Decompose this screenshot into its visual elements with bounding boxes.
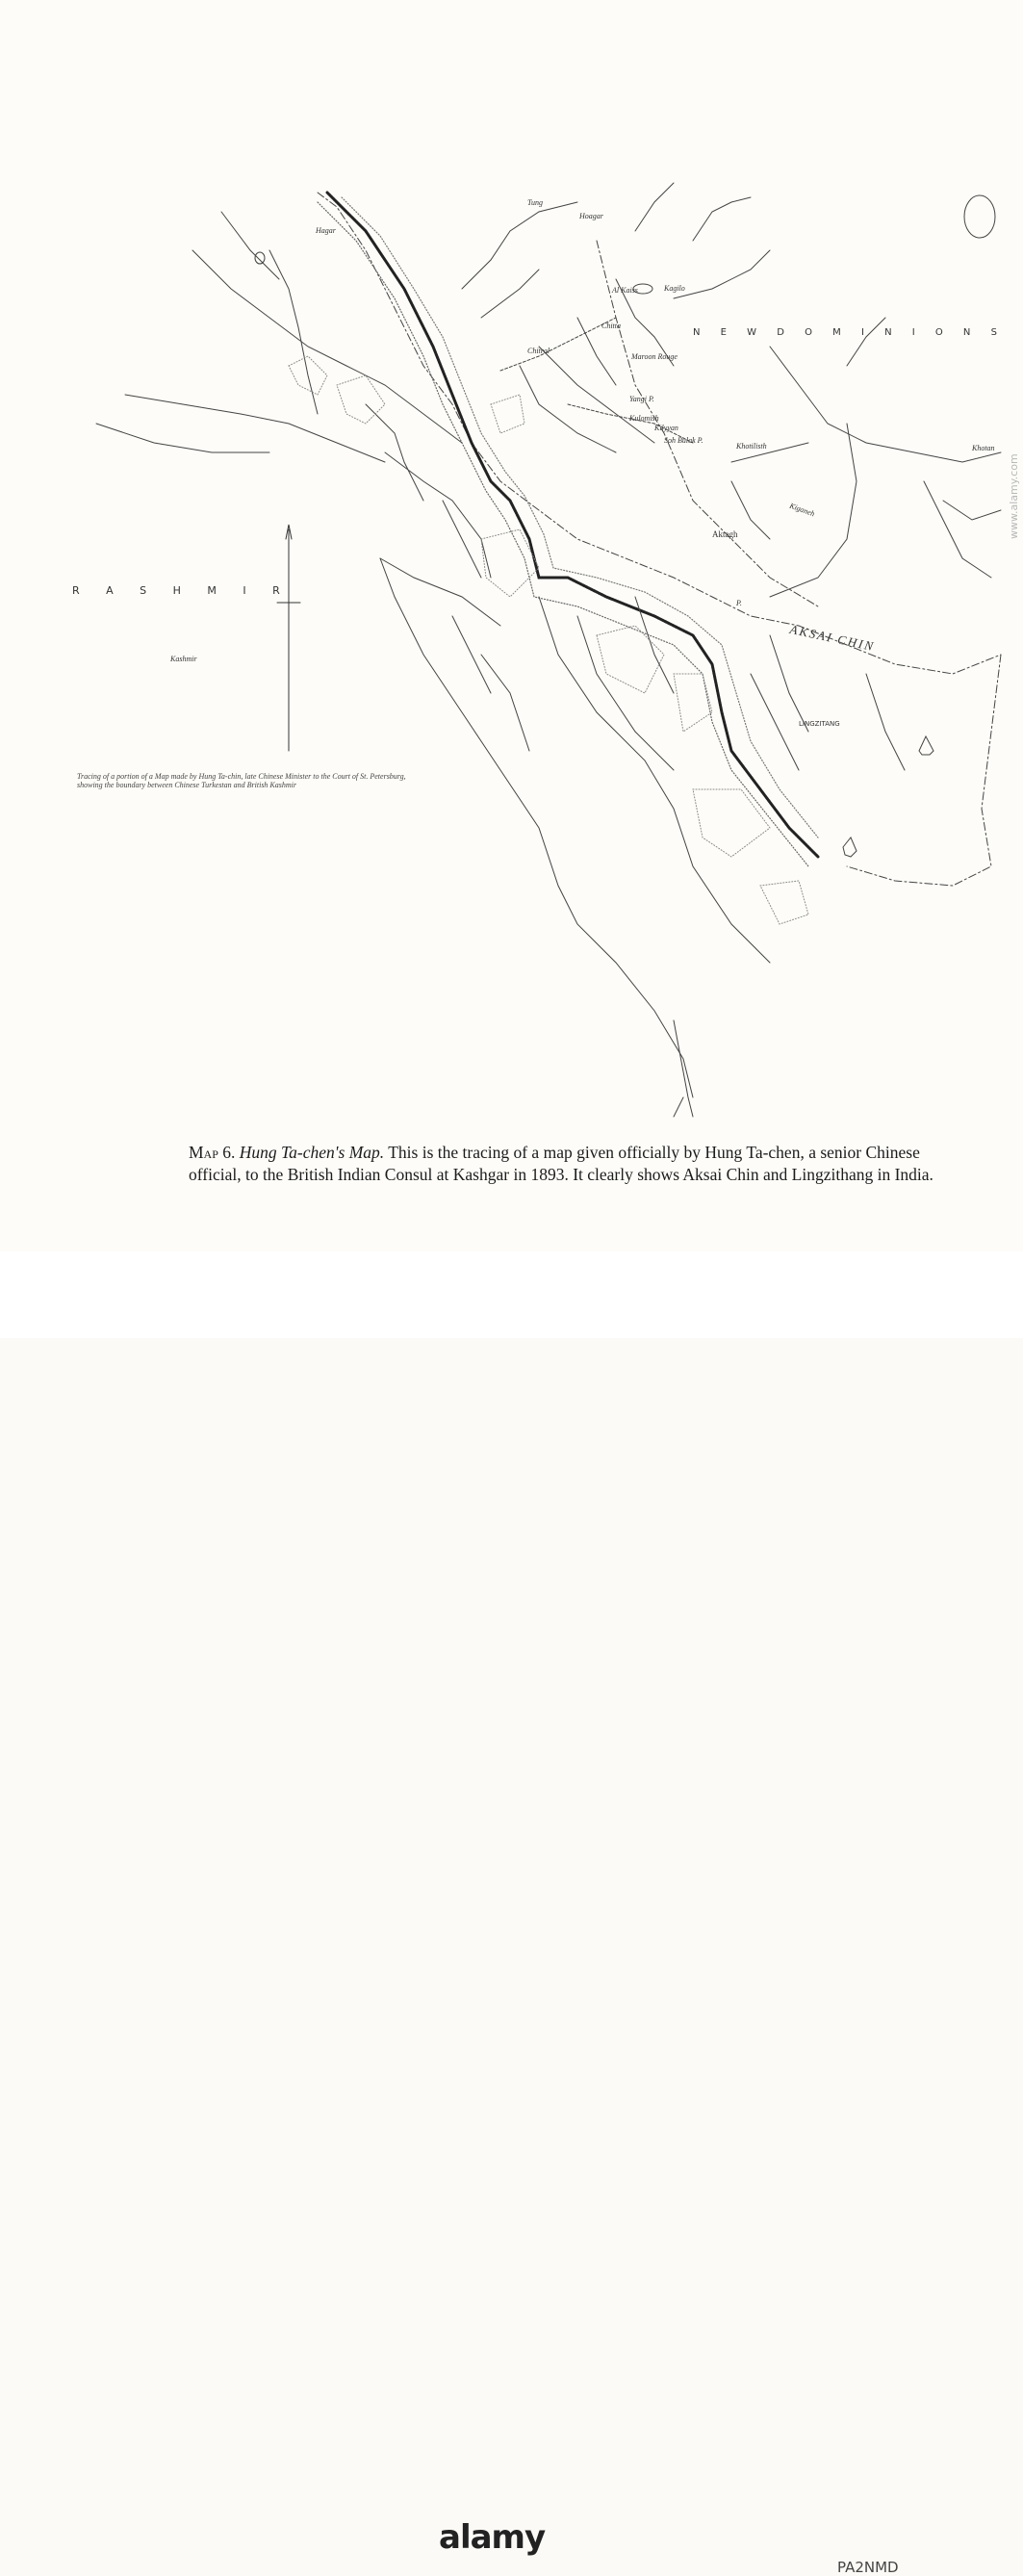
river bbox=[770, 635, 808, 732]
region-label-kashmir: R A S H M I R bbox=[72, 584, 292, 597]
river bbox=[751, 674, 799, 770]
river bbox=[914, 452, 1001, 462]
place-label: Kashmir bbox=[170, 655, 197, 663]
river bbox=[481, 655, 529, 751]
watermark-footer bbox=[0, 1251, 1023, 2576]
place-label: Khotan bbox=[972, 444, 995, 452]
river bbox=[385, 452, 491, 578]
river bbox=[269, 250, 318, 414]
mountain-ridge bbox=[327, 193, 818, 857]
vertical-credit: www.alamy.com bbox=[1008, 453, 1020, 539]
place-label: Maroon Rouge bbox=[631, 352, 678, 361]
river bbox=[924, 481, 991, 578]
lake bbox=[255, 252, 265, 264]
book-page bbox=[0, 0, 1023, 1251]
place-label: Tung bbox=[527, 198, 544, 207]
boundary-line bbox=[318, 193, 1001, 674]
image-id: PA2NMD bbox=[837, 2559, 899, 2576]
terrain bbox=[760, 881, 808, 924]
lake bbox=[919, 736, 933, 755]
place-label: Chitta bbox=[601, 322, 622, 330]
brand-logo: alamy bbox=[439, 2518, 546, 2557]
river bbox=[380, 558, 693, 1097]
caption-body: This is the tracing of a map given officially by Hung Ta-chen, a senior Chinese official, to the British Indian Consul at Kashgar in 1893. It clearly shows Aksai Chin and Lingzithang in India. bbox=[189, 1143, 933, 1184]
place-label: Hagar bbox=[316, 226, 336, 235]
place-label: Khotilisth bbox=[736, 442, 767, 451]
caption-title: Hung Ta-chen's Map. bbox=[239, 1143, 385, 1162]
place-label: Yangi P. bbox=[629, 395, 654, 403]
river bbox=[539, 597, 770, 963]
caption-number: Map 6. bbox=[189, 1143, 236, 1162]
place-label: Hoagar bbox=[579, 212, 603, 220]
lake bbox=[964, 195, 995, 238]
river bbox=[847, 318, 885, 366]
region-label-lingzitang: LINGZITANG bbox=[799, 720, 840, 728]
place-label: P. bbox=[736, 599, 742, 607]
lake bbox=[843, 837, 857, 857]
river bbox=[674, 1020, 693, 1117]
river bbox=[693, 197, 751, 241]
river bbox=[380, 558, 500, 626]
river bbox=[452, 616, 491, 693]
terrain bbox=[597, 626, 664, 693]
river bbox=[96, 424, 269, 452]
boundary-line bbox=[847, 655, 1001, 886]
place-label: Al Kaiss bbox=[612, 286, 638, 295]
place-label: Aktagh bbox=[712, 529, 738, 539]
region-label-new-dominions: N E W D O M I N I O N S bbox=[693, 327, 1006, 338]
place-label: Kagilo bbox=[664, 284, 685, 293]
mountain-ridge bbox=[342, 197, 818, 837]
boundary-line bbox=[597, 241, 818, 606]
place-label: Chitral bbox=[527, 347, 550, 355]
region-label-aksai-chin: AKSAI CHIN bbox=[788, 621, 877, 655]
river bbox=[221, 212, 279, 279]
place-label: Soh Bulak P. bbox=[664, 436, 703, 445]
river bbox=[462, 202, 577, 289]
river bbox=[481, 270, 539, 318]
river bbox=[674, 1097, 683, 1117]
place-label: Kilyyan bbox=[654, 424, 678, 432]
river bbox=[635, 183, 674, 231]
river bbox=[366, 404, 423, 501]
river bbox=[674, 250, 770, 298]
terrain bbox=[693, 789, 770, 857]
map-tracing-note: Tracing of a portion of a Map made by Hung Ta-chin, late Chinese Minister to the Court of St. Petersburg, showing the boundary between Chinese Turkestan and British Kashmir bbox=[77, 772, 406, 789]
place-label: Kulomish bbox=[629, 414, 659, 423]
river bbox=[866, 674, 905, 770]
place-label: Kiganeh bbox=[788, 501, 816, 519]
river bbox=[443, 501, 481, 578]
river bbox=[943, 501, 1001, 520]
terrain bbox=[491, 395, 524, 433]
river bbox=[770, 347, 914, 452]
terrain bbox=[674, 674, 712, 732]
river bbox=[520, 366, 616, 452]
map-tracing bbox=[0, 0, 1023, 1136]
river bbox=[192, 250, 462, 443]
map-caption bbox=[189, 1142, 939, 1186]
route bbox=[500, 318, 616, 371]
